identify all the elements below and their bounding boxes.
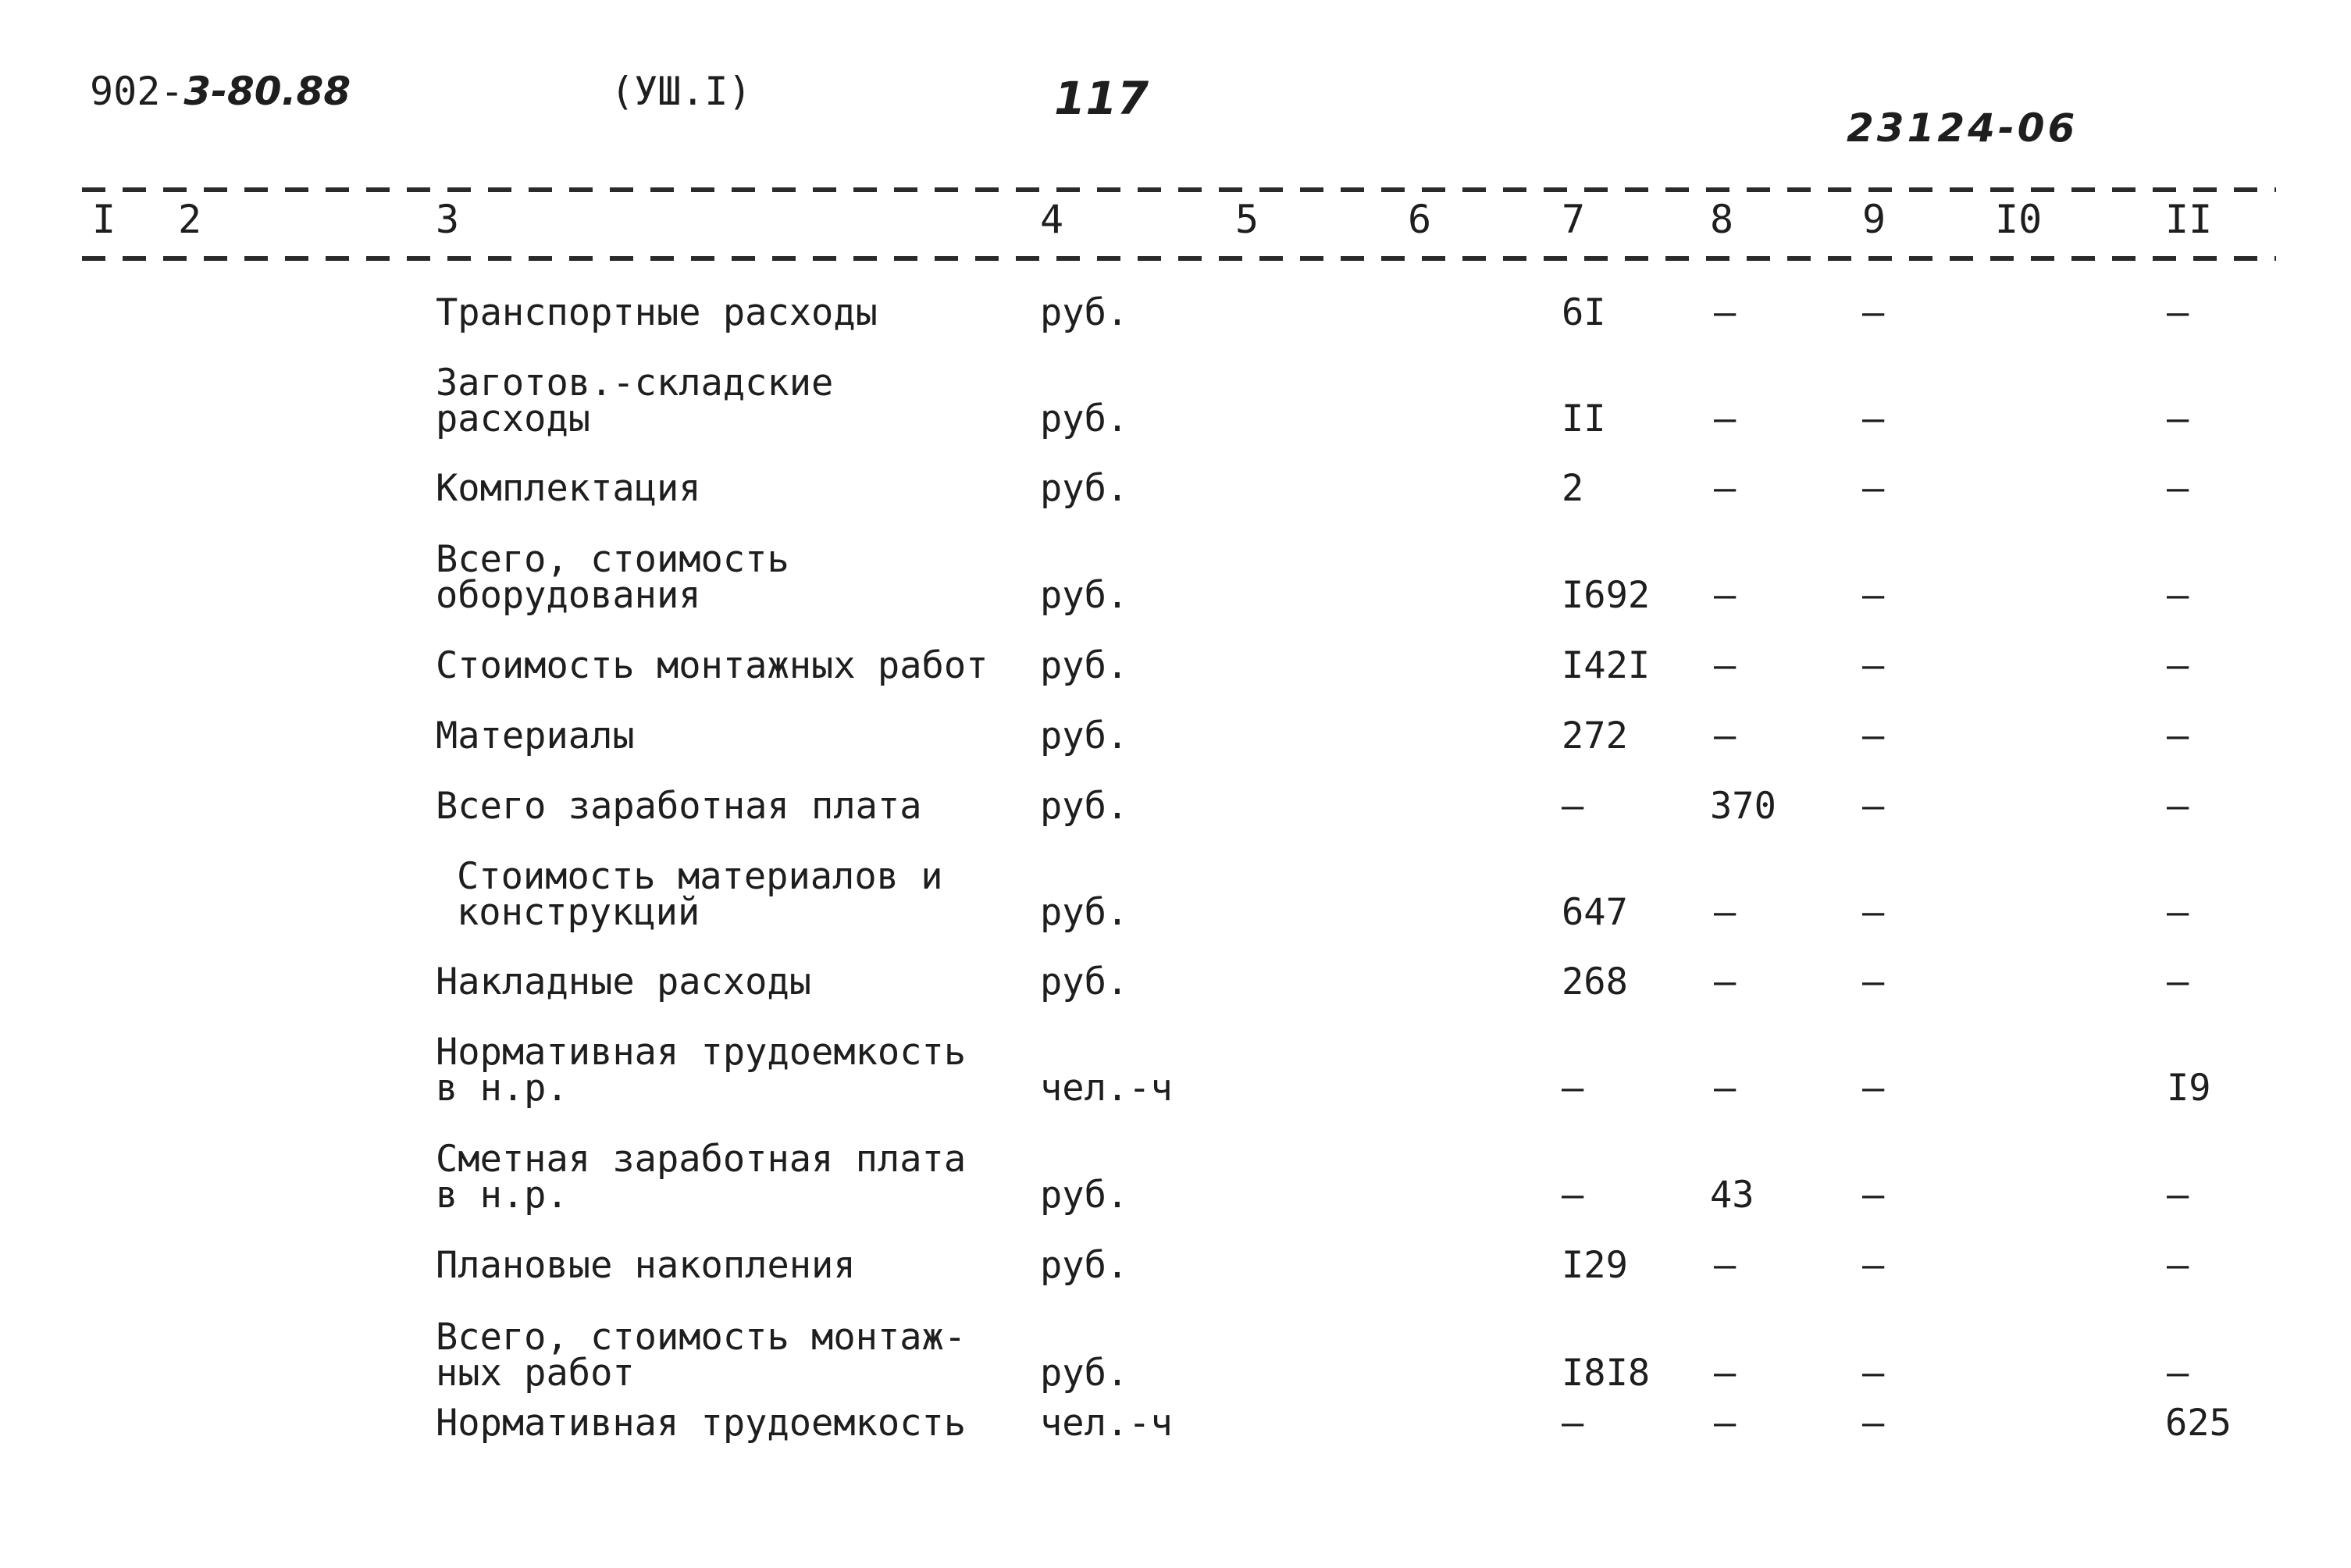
column-number: II [2165,197,2213,242]
column-number: 9 [1862,197,1886,242]
row-col8: – [1714,291,1737,334]
row-name: Транспортные расходы [436,291,878,334]
row-col7: – [1562,785,1584,828]
row-col11: 625 [2165,1402,2232,1445]
row-col9: – [1862,960,1885,1003]
row-col8: 370 [1710,785,1776,828]
row-unit: руб. [1040,1174,1129,1217]
column-number: I [92,197,116,242]
row-name: Всего, стоимость оборудования [436,538,789,617]
row-col11: – [2167,574,2189,617]
column-number: 8 [1710,197,1734,242]
archive-number: 23124-06 [1847,105,2078,151]
row-col7: I692 [1562,574,1651,617]
row-unit: чел.-ч [1040,1067,1173,1110]
row-col11: – [2167,715,2189,757]
row-col11: – [2167,785,2189,828]
row-col11: – [2167,1244,2189,1287]
row-name: Всего, стоимость монтаж- ных работ [436,1316,967,1395]
row-unit: руб. [1040,1352,1129,1395]
row-col9: – [1862,397,1885,440]
document-code-prefix: 902- [90,69,184,114]
row-col11: I9 [2167,1067,2211,1110]
row-col8: – [1714,960,1737,1003]
row-col9: – [1862,1067,1885,1110]
header-bottom-rule [82,256,2276,261]
row-col7: 2 [1562,467,1584,510]
row-col7: II [1562,397,1606,440]
row-unit: руб. [1040,574,1129,617]
row-name: Комплектация [436,467,701,510]
row-unit: руб. [1040,397,1129,440]
row-col9: – [1862,1244,1885,1287]
row-col11: – [2167,644,2189,687]
row-col9: – [1862,891,1885,934]
row-col9: – [1862,1352,1885,1395]
row-col7: – [1562,1067,1584,1110]
row-col9: – [1862,574,1885,617]
row-name: Всего заработная плата [436,785,922,828]
row-unit: руб. [1040,715,1129,757]
column-number: 7 [1562,197,1586,242]
row-col11: – [2167,891,2189,934]
row-col11: – [2167,397,2189,440]
row-name: Сметная заработная плата в н.р. [436,1138,967,1217]
row-col9: – [1862,1402,1885,1445]
row-col8: – [1714,574,1737,617]
row-col11: – [2167,467,2189,510]
row-col7: 647 [1562,891,1628,934]
header-top-rule [82,187,2276,192]
column-number: 6 [1408,197,1432,242]
row-name: Стоимость монтажных работ [436,644,988,687]
column-number: 2 [178,197,202,242]
row-col11: – [2167,1174,2189,1217]
row-col9: – [1862,644,1885,687]
row-col9: – [1862,291,1885,334]
row-col11: – [2167,291,2189,334]
row-col9: – [1862,467,1885,510]
row-unit: чел.-ч [1040,1402,1173,1445]
column-number: I0 [1995,197,2043,242]
row-name: Заготов.-складские расходы [436,362,834,440]
row-col11: – [2167,1352,2189,1395]
row-col7: – [1562,1402,1584,1445]
row-col9: – [1862,1174,1885,1217]
row-unit: руб. [1040,1244,1129,1287]
row-col8: – [1714,1244,1737,1287]
row-col8: – [1714,715,1737,757]
row-col11: – [2167,960,2189,1003]
row-col7: I8I8 [1562,1352,1651,1395]
row-col8: – [1714,644,1737,687]
column-number: 3 [436,197,460,242]
row-name: Плановые накопления [436,1244,856,1287]
row-name: Материалы [436,715,635,757]
row-col7: 268 [1562,960,1628,1003]
row-col8: – [1714,1067,1737,1110]
row-unit: руб. [1040,960,1129,1003]
row-col8: – [1714,397,1737,440]
row-name: Стоимость материалов и конструкций [457,855,943,934]
column-number: 4 [1040,197,1064,242]
row-col9: – [1862,715,1885,757]
row-name: Нормативная трудоемкость [436,1402,967,1445]
row-name: Накладные расходы [436,960,812,1003]
row-col8: – [1714,467,1737,510]
row-name: Нормативная трудоемкость в н.р. [436,1031,967,1110]
document-code-handwritten: 3-80.88 [183,69,351,114]
row-unit: руб. [1040,644,1129,687]
document-code [90,69,351,114]
section-label: (УШ.I) [611,69,752,114]
row-unit: руб. [1040,291,1129,334]
row-unit: руб. [1040,467,1129,510]
row-col7: 272 [1562,715,1628,757]
row-unit: руб. [1040,891,1129,934]
row-col8: – [1714,891,1737,934]
column-number: 5 [1235,197,1259,242]
row-col8: – [1714,1352,1737,1395]
row-unit: руб. [1040,785,1129,828]
row-col7: 6I [1562,291,1606,334]
row-col9: – [1862,785,1885,828]
row-col7: I42I [1562,644,1651,687]
row-col7: – [1562,1174,1584,1217]
row-col7: I29 [1562,1244,1628,1287]
row-col8: – [1714,1402,1737,1445]
row-col8: 43 [1710,1174,1754,1217]
page-number: 117 [1054,72,1149,125]
